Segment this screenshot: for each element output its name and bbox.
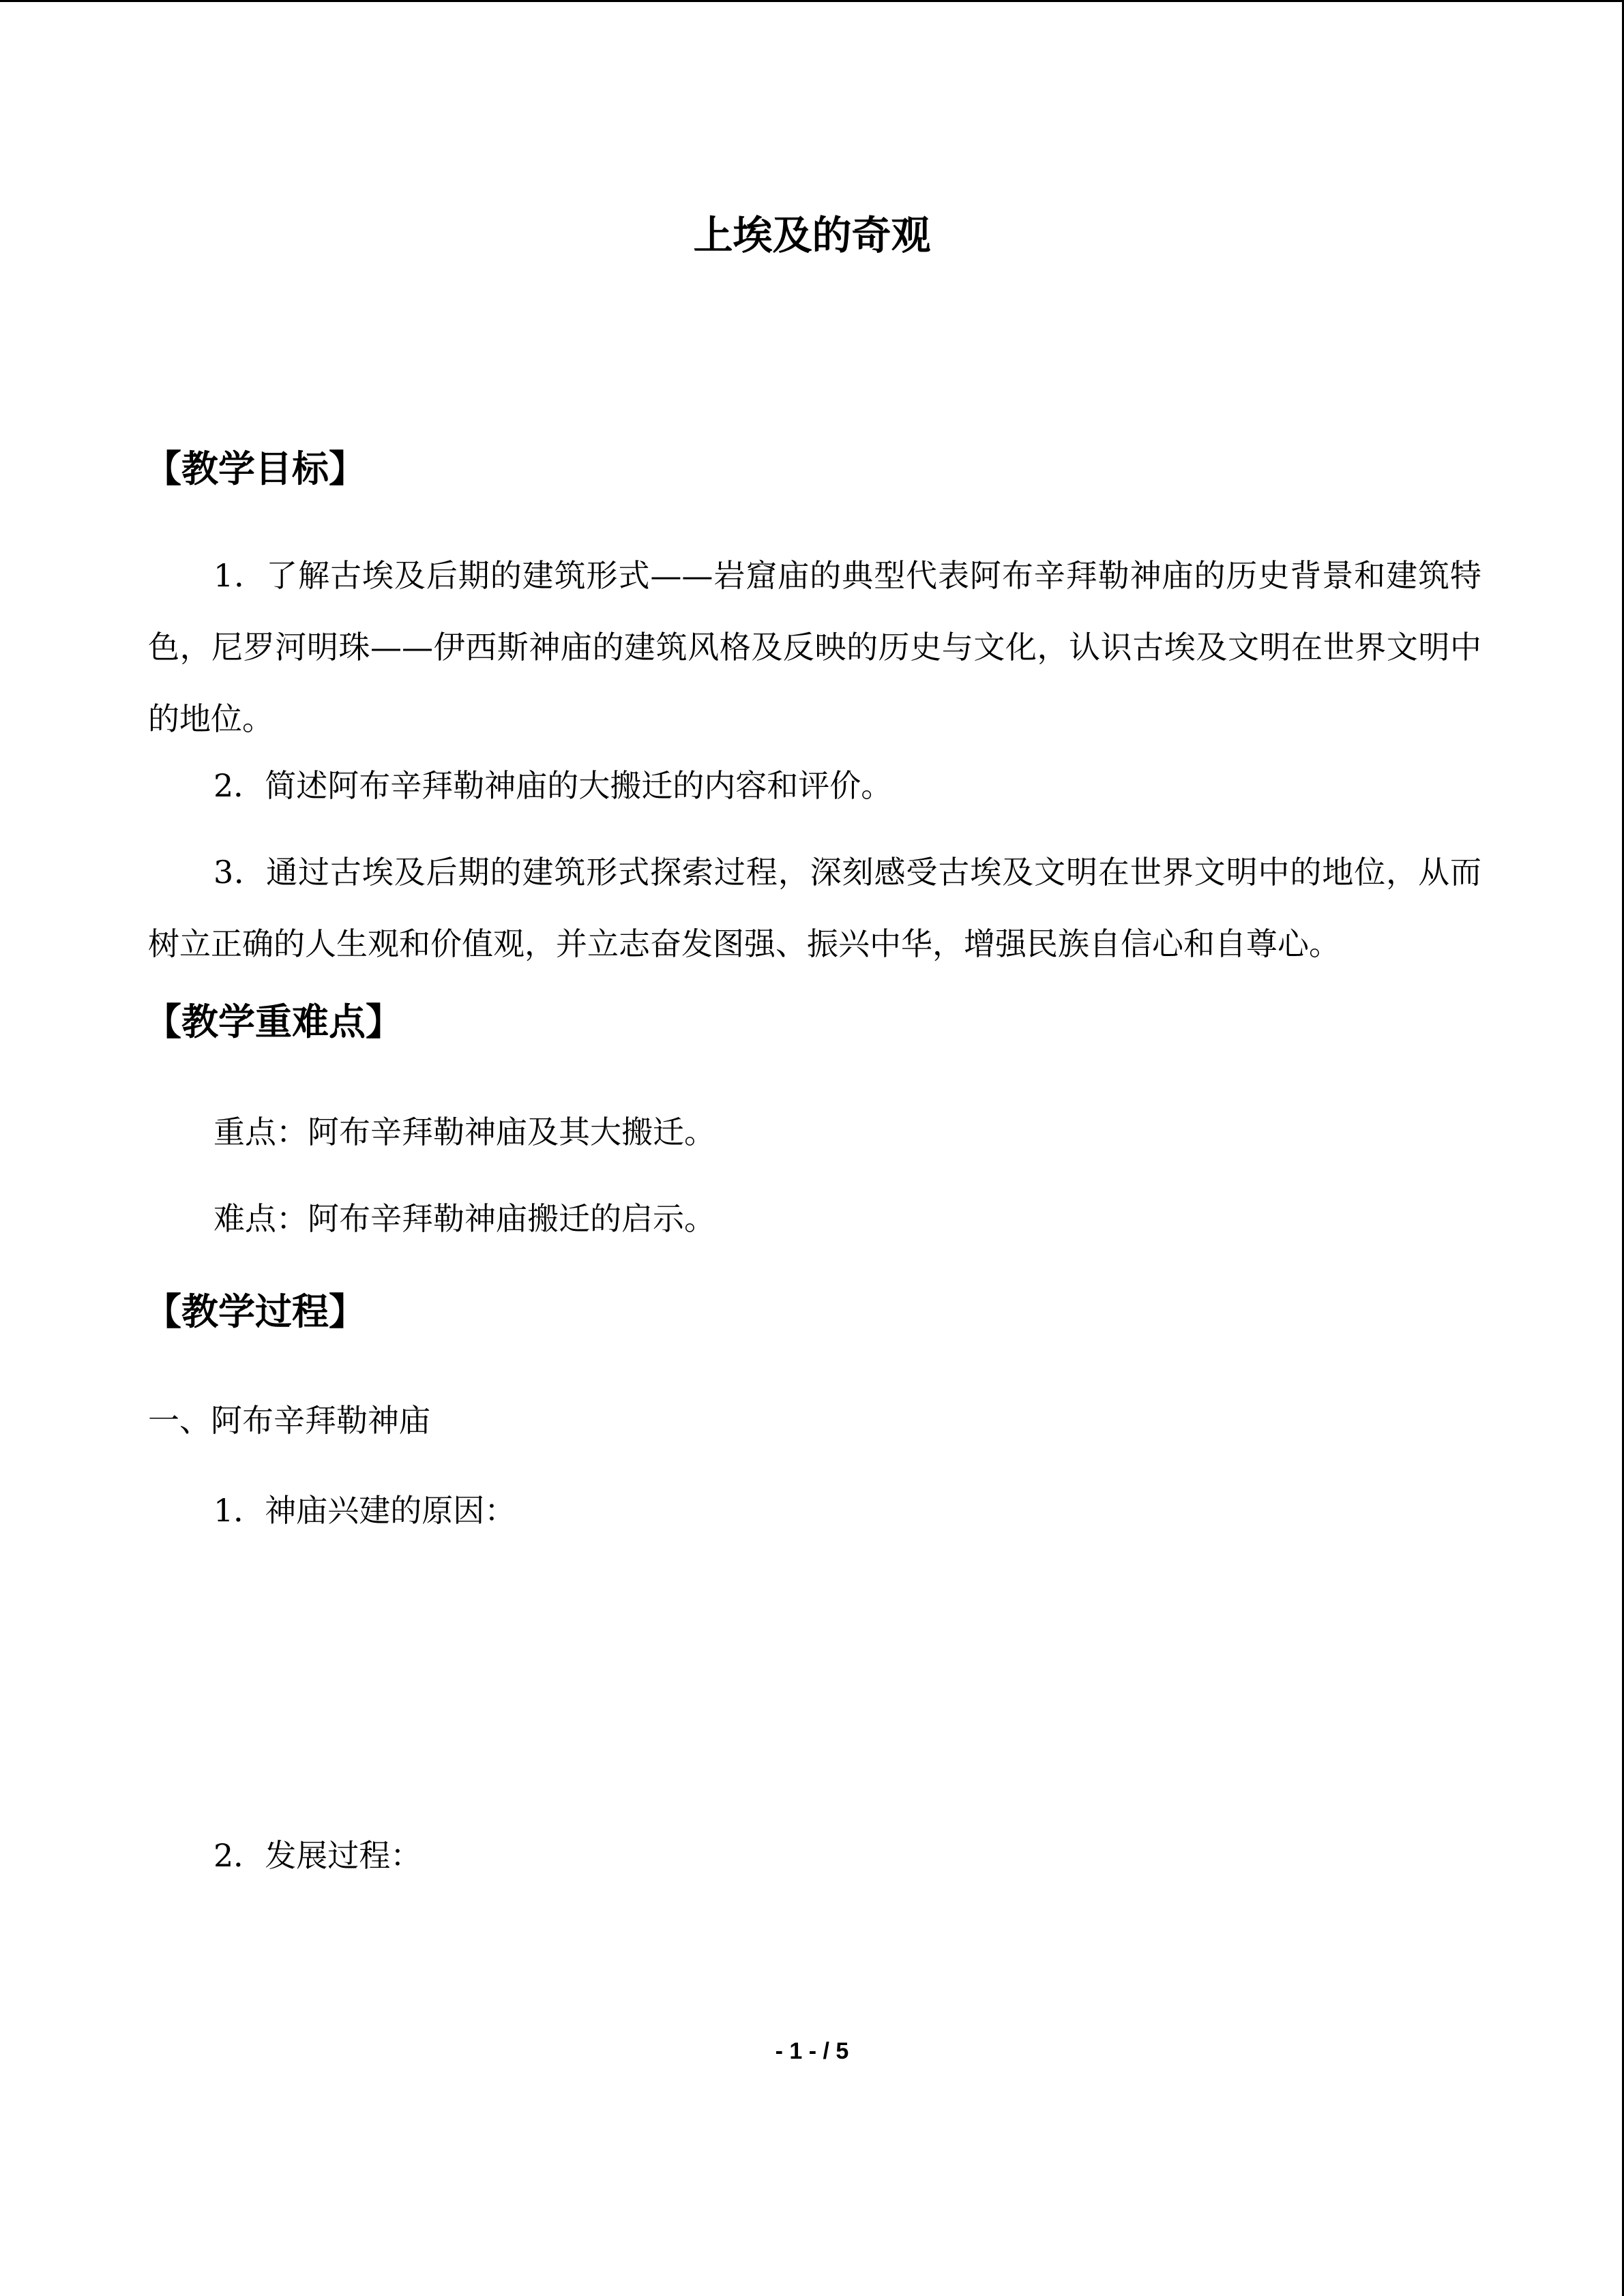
heading-key-points: 【教学重难点】	[145, 1000, 402, 1043]
objective-item-1: 1．了解古埃及后期的建筑形式——岩窟庙的典型代表阿布辛拜勒神庙的历史背景和建筑特色，尼罗河明珠——伊西斯神庙的建筑风格及反映的历史与文化，认识古埃及文明在世界文明中的地位。	[148, 557, 1481, 737]
page-number: - 1 - / 5	[775, 2038, 849, 2064]
key-point-difficulty: 难点：阿布辛拜勒神庙搬迁的启示。	[213, 1200, 715, 1237]
document-title: 上埃及的奇观	[693, 212, 931, 258]
process-part-one-title: 一、阿布辛拜勒神庙	[148, 1402, 430, 1439]
objective-item-2: 2．简述阿布辛拜勒神庙的大搬迁的内容和评价。	[213, 767, 893, 804]
process-development-label: 2．发展过程：	[213, 1837, 422, 1874]
heading-objectives: 【教学目标】	[145, 447, 366, 490]
page-border-top	[0, 0, 1624, 2]
objective-item-3: 3．通过古埃及后期的建筑形式探索过程，深刻感受古埃及文明在世界文明中的地位，从而树立正确的人生观和价值观，并立志奋发图强、振兴中华，增强民族自信心和自尊心。	[148, 854, 1481, 962]
process-reasons-label: 1．神庙兴建的原因：	[213, 1492, 516, 1529]
key-point-focus: 重点：阿布辛拜勒神庙及其大搬迁。	[213, 1114, 715, 1150]
heading-process: 【教学过程】	[145, 1289, 366, 1333]
